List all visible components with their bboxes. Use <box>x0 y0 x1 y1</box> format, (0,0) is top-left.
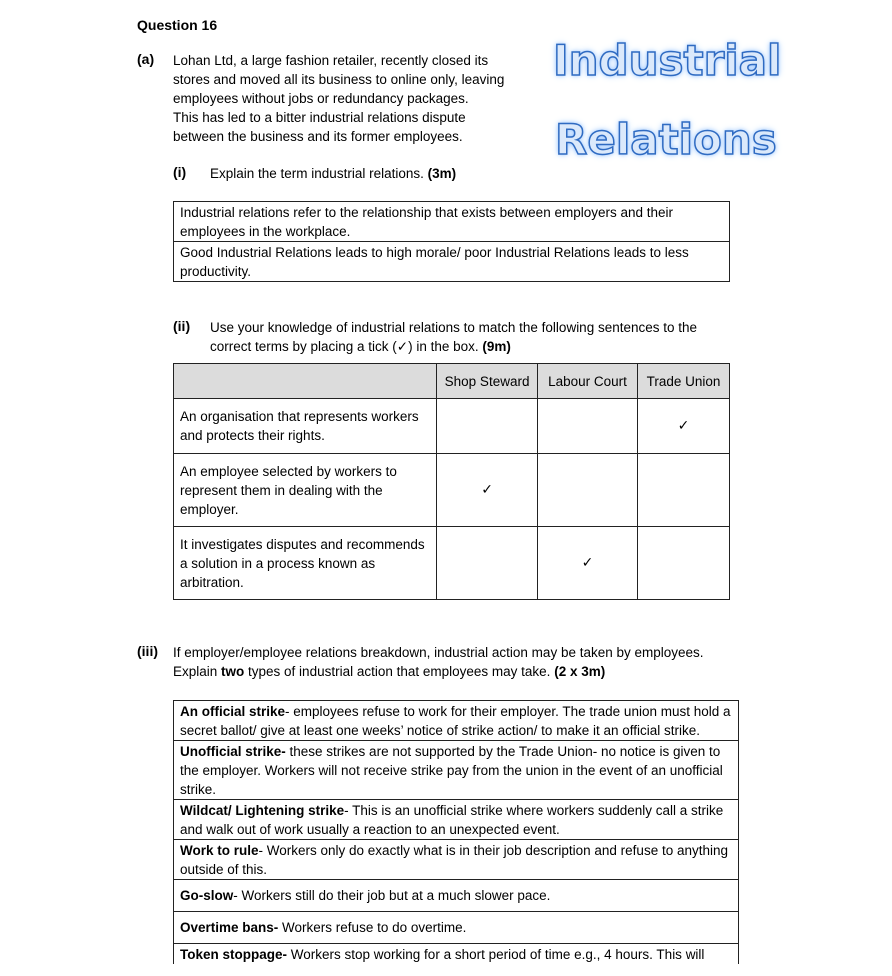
scenario-line: between the business and its former employees. <box>173 129 463 144</box>
part-iii-line2-bold: two <box>221 664 245 679</box>
scenario-line: Lohan Ltd, a large fashion retailer, recently closed its <box>173 53 489 68</box>
answer-term: Wildcat/ Lightening strike <box>180 803 345 818</box>
part-iii-label: (iii) <box>137 643 158 659</box>
sentence-cell: An employee selected by workers to represent them in dealing with the employer. <box>174 454 437 527</box>
part-a-label: (a) <box>137 51 155 67</box>
part-a-scenario <box>173 51 533 146</box>
answer-row <box>174 943 738 964</box>
answer-text: - Workers still do their job but at a much slower pace. <box>233 888 551 903</box>
matching-table <box>173 363 730 600</box>
answer-row: Industrial relations refer to the relationship that exists between employers and their employees in the workplace. <box>180 205 674 239</box>
part-i-answer-box <box>173 201 730 282</box>
matching-table-header <box>174 364 730 399</box>
tick-box[interactable]: ✓ <box>538 527 638 600</box>
sentence-cell: It investigates disputes and recommends a solution in a process known as arbitration. <box>174 527 437 600</box>
answer-row <box>174 799 738 839</box>
part-i-label: (i) <box>173 164 187 180</box>
part-iii-line2-pre: Explain <box>173 664 222 679</box>
part-iii-question <box>173 643 773 681</box>
answer-text: - Workers only do exactly what is in their job description and refuse to anything outside of this. <box>180 843 729 877</box>
answer-term: Work to rule <box>180 843 259 858</box>
header-blank-cell <box>174 364 437 399</box>
header-shop-steward: Shop Steward <box>437 364 538 399</box>
table-row <box>174 399 730 454</box>
tick-box[interactable]: ✓ <box>638 399 730 454</box>
answer-row <box>174 911 738 943</box>
answer-term: Unofficial strike- <box>180 744 286 759</box>
part-i-question-text: Explain the term industrial relations. <box>210 166 428 181</box>
part-iii-answer-box <box>173 700 739 964</box>
answer-term: Go-slow <box>180 888 234 903</box>
tick-box[interactable]: ✓ <box>437 454 538 527</box>
part-iii-line1: If employer/employee relations breakdown, industrial action may be taken by employees. <box>173 645 704 660</box>
answer-row: Good Industrial Relations leads to high morale/ poor Industrial Relations leads to less productivity. <box>174 241 729 281</box>
question-title: Question 16 <box>137 17 218 33</box>
part-ii-question <box>210 318 750 356</box>
tick-box[interactable] <box>538 399 638 454</box>
answer-text: - employees refuse to work for their employer. The trade union must hold a secret ballot/ give at least one weeks’ notice of strike action/ to make it an official strike. <box>180 704 731 738</box>
part-i-marks: (3m) <box>427 166 457 181</box>
answer-term: Token stoppage- <box>180 947 288 962</box>
part-iii-marks: (2 x 3m) <box>554 664 606 679</box>
header-labour-court: Labour Court <box>538 364 638 399</box>
part-ii-marks: (9m) <box>482 339 511 354</box>
sentence-cell: An organisation that represents workers and protects their rights. <box>174 399 437 454</box>
answer-text: Workers refuse to do overtime. <box>278 920 467 935</box>
scenario-line: stores and moved all its business to online only, leaving <box>173 72 505 87</box>
part-i-question <box>210 164 456 183</box>
table-row <box>174 454 730 527</box>
tick-box[interactable] <box>437 527 538 600</box>
answer-text: Workers stop working for a short period of time e.g., 4 hours. This will <box>287 947 705 962</box>
answer-row <box>174 879 738 911</box>
table-row <box>174 527 730 600</box>
part-ii-line2-text: correct terms by placing a tick (✓) in the box. <box>210 339 483 354</box>
scenario-line: employees without jobs or redundancy packages. <box>173 91 469 106</box>
header-trade-union: Trade Union <box>638 364 730 399</box>
tick-box[interactable] <box>638 454 730 527</box>
answer-term: An official strike <box>180 704 286 719</box>
tick-box[interactable] <box>437 399 538 454</box>
scenario-line: This has led to a bitter industrial relations dispute <box>173 110 466 125</box>
part-iii-line2 <box>173 662 773 681</box>
tick-box[interactable] <box>638 527 730 600</box>
answer-text: - This is an unofficial strike where workers suddenly call a strike and walk out of work usually a reaction to an unexpected event. <box>180 803 724 837</box>
tick-box[interactable] <box>538 454 638 527</box>
answer-row <box>174 701 738 740</box>
part-ii-line1: Use your knowledge of industrial relations to match the following sentences to the <box>210 320 698 335</box>
part-ii-label: (ii) <box>173 318 191 334</box>
wordart-industrial: Industrial <box>553 36 782 85</box>
part-ii-line2 <box>210 337 750 356</box>
wordart-relations: Relations <box>555 115 777 164</box>
part-iii-line2-post: types of industrial action that employees may take. <box>244 664 555 679</box>
answer-row <box>174 740 738 799</box>
answer-text: these strikes are not supported by the Trade Union- no notice is given to the employer. Workers will not receive strike pay from the union in the event of an unofficial strike. <box>180 744 723 797</box>
answer-term: Overtime bans- <box>180 920 279 935</box>
answer-row <box>174 839 738 879</box>
